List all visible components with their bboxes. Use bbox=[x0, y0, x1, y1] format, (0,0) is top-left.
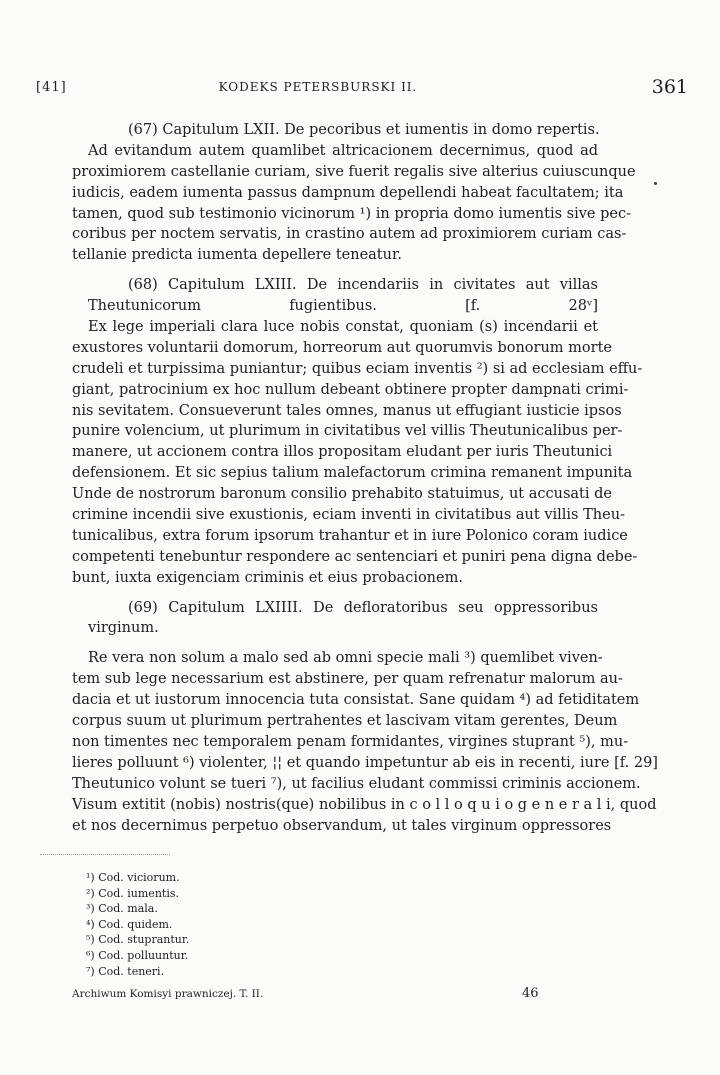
footnote: ⁴) Cod. quidem. bbox=[86, 917, 173, 931]
text-line: Unde de nostrorum baronum consilio prehabito statuimus, ut accusati de bbox=[72, 486, 612, 503]
text-line: Ad evitandum autem quamlibet altricacionem decernimus, quod ad bbox=[88, 142, 598, 159]
text-line: coribus per noctem servatis, in crastino autem ad proximiorem curiam cas- bbox=[72, 226, 627, 243]
text-line: non timentes nec temporalem penam formidantes, virgines stuprant ⁵), mu- bbox=[72, 733, 629, 750]
text-line: exustores voluntarii domorum, horreorum aut quorumvis bonorum morte bbox=[72, 339, 612, 356]
text-line: nis sevitatem. Consueverunt tales omnes, manus ut effugiant iusticie ipsos bbox=[72, 402, 622, 419]
footer-series: Archiwum Komisyi prawniczej. T. II. bbox=[72, 988, 264, 1000]
main-text bbox=[72, 120, 658, 836]
page-number: 361 bbox=[651, 76, 688, 98]
footnote: ⁶) Cod. polluuntur. bbox=[86, 948, 189, 962]
text-line: Visum extitit (nobis) nostris(que) nobilibus in c o l l o q u i o g e n e r a l i, quod bbox=[72, 796, 657, 813]
footnotes bbox=[86, 870, 189, 979]
text-line: giant, patrocinium ex hoc nullum debeant obtinere propter dampnati crimi- bbox=[72, 381, 629, 398]
text-line: dacia et ut iustorum innocencia tuta consistat. Sane quidam ⁴) ad fetiditatem bbox=[72, 692, 640, 709]
text-line: tamen, quod sub testimonio vicinorum ¹) in propria domo iumentis sive pec- bbox=[72, 205, 631, 222]
ink-speck bbox=[654, 182, 657, 185]
signature-number: 46 bbox=[522, 986, 539, 1001]
text-line: iudicis, eadem iumenta passus dampnum depellendi habeat facultatem; ita bbox=[72, 184, 624, 201]
chapter-heading-line: (68) Capitulum LXIII. De incendariis in civitates aut villas bbox=[128, 277, 598, 294]
text-line: lieres polluunt ⁶) violenter, ¦¦ et quando impetuntur ab eis in recenti, iure [f. 29] bbox=[72, 754, 658, 771]
footnote: ¹) Cod. viciorum. bbox=[86, 871, 180, 884]
footnote-rule bbox=[40, 854, 170, 856]
text-line: competenti tenebuntur respondere ac sentenciari et puniri pena digna debe- bbox=[72, 548, 638, 565]
paragraph-gap bbox=[72, 589, 598, 598]
text-line: proximiorem castellanie curiam, sive fuerit regalis sive alterius cuiuscunque bbox=[72, 163, 636, 180]
footnote: ³) Cod. mala. bbox=[86, 902, 158, 916]
footnote: ²) Cod. iumentis. bbox=[86, 886, 179, 900]
text-line: crudeli et turpissima puniantur; quibus eciam inventis ²) si ad ecclesiam effu- bbox=[72, 360, 643, 377]
chapter-heading-line: (69) Capitulum LXIIII. De defloratoribus seu oppressoribus bbox=[128, 599, 598, 616]
text-line: bunt, iuxta exigenciam criminis et eius probacionem. bbox=[72, 569, 463, 586]
paragraph-gap bbox=[72, 266, 598, 275]
text-line: tellanie predicta iumenta depellere teneatur. bbox=[72, 247, 402, 264]
footnote: ⁷) Cod. teneri. bbox=[86, 964, 165, 978]
text-line: et nos decernimus perpetuo observandum, ut tales virginum oppressores bbox=[72, 817, 612, 834]
text-line: corpus suum ut plurimum pertrahentes et lascivam vitam gerentes, Deum bbox=[72, 713, 618, 730]
text-line: punire volencium, ut plurimum in civitatibus vel villis Theutunicalibus per- bbox=[72, 423, 623, 440]
text-line: tem sub lege necessarium est abstinere, per quam refrenatur malorum au- bbox=[72, 671, 623, 688]
header-title: KODEKS PETERSBURSKI II. bbox=[218, 80, 418, 94]
text-line: Theutunico volunt se tueri ⁷), ut facilius eludant commissi criminis accionem. bbox=[72, 775, 641, 792]
footnote: ⁵) Cod. stuprantur. bbox=[86, 933, 190, 947]
text-line: Re vera non solum a malo sed ab omni specie mali ³) quemlibet viven- bbox=[88, 650, 603, 667]
text-line: crimine incendii sive exustionis, eciam inventi in civitatibus aut villis Theu- bbox=[72, 507, 625, 524]
running-header bbox=[36, 76, 688, 100]
paragraph-gap bbox=[72, 639, 598, 648]
text-line: defensionem. Et sic sepius talium malefactorum crimina remanent impunita bbox=[72, 465, 633, 482]
text-line: tunicalibus, extra forum ipsorum trahantur et in iure Polonico coram iudice bbox=[72, 527, 628, 544]
text-line: virginum. bbox=[88, 620, 159, 637]
text-line: Theutunicorum fugientibus. [f. 28ᵛ] bbox=[88, 298, 598, 315]
chapter-heading-line: (67) Capitulum LXII. De pecoribus et iumentis in domo repertis. bbox=[128, 122, 600, 138]
text-line: Ex lege imperiali clara luce nobis constat, quoniam (s) incendarii et bbox=[88, 319, 598, 336]
header-folio: [41] bbox=[36, 80, 67, 95]
text-line: manere, ut accionem contra illos propositam eludant per iuris Theutunici bbox=[72, 444, 613, 461]
